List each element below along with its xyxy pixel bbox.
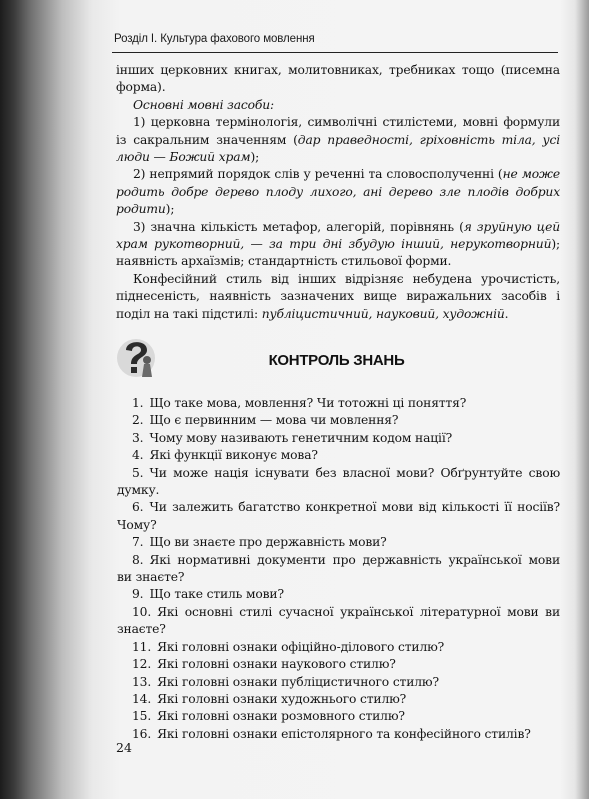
list-item (132, 656, 560, 673)
means-item-1-example: дар праведності, гріховність тіла, усі люди — Божий храм (116, 132, 560, 165)
section-title: КОНТРОЛЬ ЗНАНЬ (268, 352, 405, 369)
question-text: Які основні стилі сучасної української літературної мови ви знаєте? (117, 604, 560, 637)
means-item-3-text: 3) значна кількість метафор, алегорій, порівнянь ( (133, 219, 464, 234)
means-item-2 (116, 166, 560, 218)
question-number: 8. (132, 552, 144, 567)
question-text: Чи залежить багатство конкретної мови від кількості її носіїв? Чому? (117, 500, 560, 532)
question-text: Які головні ознаки розмовного стилю? (157, 709, 405, 724)
question-text: Які головні ознаки публіцистичного стилю? (157, 674, 439, 689)
means-item-1-end: ); (250, 150, 260, 165)
question-text: Які головні ознаки епістолярного та конфесійного стилів? (157, 726, 531, 741)
question-number: 11. (132, 639, 152, 654)
substyles-end: . (504, 306, 509, 321)
means-item-1-text: 1) церковна термінологія, символічні стилістеми, мовні формули із сакральним значенням ( (116, 115, 560, 147)
question-text: Що є первинним — мова чи мовлення? (149, 413, 399, 428)
list-item (132, 586, 560, 603)
question-text: Які нормативні документи про державність української мови ви знаєте? (117, 552, 560, 585)
paragraph-substyles (116, 271, 560, 323)
list-item (132, 726, 560, 743)
list-item (117, 604, 560, 639)
means-item-2-text: 2) непрямий порядок слів у реченні та словосполученні ( (133, 167, 503, 182)
header-divider (112, 52, 558, 53)
question-number: 3. (132, 430, 144, 445)
questions-list (117, 395, 560, 743)
means-item-1 (116, 114, 560, 166)
list-item (117, 552, 560, 587)
question-number: 1. (132, 396, 144, 410)
question-text: Чи може нація існувати без власної мови? Обґрунтуйте свою думку. (117, 465, 560, 498)
question-text: Які головні ознаки художнього стилю? (157, 691, 407, 706)
page-number: 24 (116, 740, 132, 755)
question-text: Чому мову називають генетичним кодом нації? (149, 430, 453, 445)
question-number: 4. (132, 448, 144, 463)
means-item-3 (116, 219, 560, 271)
list-item (132, 708, 560, 725)
list-item (117, 499, 560, 534)
means-item-3-end: ); наявність архаїзмів; стандартність стильової форми. (116, 237, 560, 269)
means-heading: Основні мовні засоби: (133, 97, 275, 112)
list-item (117, 465, 560, 500)
question-number: 2. (132, 413, 144, 428)
means-item-2-example: не може родить добре дерево плоду лихого, ані дерево зле плодів добрих родити (116, 167, 560, 217)
means-item-2-end: ); (165, 202, 175, 217)
question-number: 6. (132, 500, 144, 515)
main-text (116, 62, 560, 323)
list-item (132, 691, 560, 708)
substyles-list: публіцистичний, науковий, художній (261, 306, 505, 321)
list-item (132, 430, 560, 447)
list-item (132, 534, 560, 551)
question-text: Що таке стиль мови? (149, 587, 284, 602)
list-item (132, 412, 560, 429)
question-number: 7. (132, 535, 144, 550)
question-number: 5. (132, 465, 144, 480)
list-item (132, 395, 560, 412)
substyles-text: Конфесійний стиль від інших відрізняє небудена урочистість, піднесеність, наявність зазначених вище виражальних засобів і поділ на такі підстилі: (116, 271, 560, 321)
question-number: 16. (132, 726, 152, 741)
question-text: Які функції виконує мова? (149, 448, 318, 463)
question-number: 10. (132, 604, 152, 619)
question-text: Що ви знаєте про державність мови? (149, 535, 387, 550)
question-number: 12. (132, 657, 152, 672)
question-number: 9. (132, 587, 144, 602)
running-header: Розділ I. Культура фахового мовлення (114, 33, 315, 45)
means-item-3-example: я зруйную цей храм рукотворний, — за три дні збудую інший, нерукотворний (116, 219, 560, 252)
paragraph-continuation: інших церковних книгах, молитовниках, требниках тощо (писемна форма). (116, 63, 560, 95)
question-number: 14. (132, 691, 152, 706)
list-item (132, 447, 560, 464)
question-text: Які головні ознаки офіційно-ділового стилю? (157, 639, 445, 654)
question-number: 13. (132, 674, 152, 689)
question-text: Які головні ознаки наукового стилю? (157, 657, 396, 672)
list-item (132, 639, 560, 656)
list-item (132, 674, 560, 691)
question-number: 15. (132, 709, 152, 724)
question-text: Що таке мова, мовлення? Чи тотожні ці поняття? (149, 396, 467, 410)
